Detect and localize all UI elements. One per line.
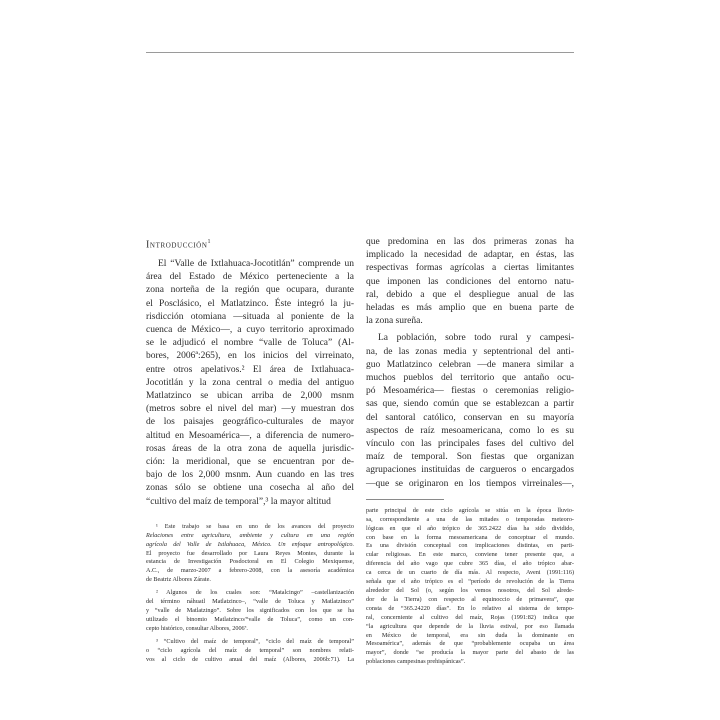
footnotes-left — [146, 523, 354, 665]
footnote-line: ² Algunos de los cuales son: “Matalcingo” –castellanización — [156, 589, 354, 597]
body-line: Jocotitlán y la zona central o media del antiguo — [146, 377, 354, 388]
left-column — [146, 236, 354, 668]
body-line: implicado la necesidad de adaptar, en éstas, las — [366, 250, 574, 261]
body-line: vínculo con las principales fases del cultivo del — [366, 439, 574, 450]
body-line: El “Valle de Ixtlahuaca-Jocotitlán” comprende un — [158, 259, 354, 269]
footnote-3-continued — [366, 507, 574, 667]
intro-paragraph-1 — [146, 258, 354, 509]
footnote-line: parte principal de este ciclo agrícola se sitúa en la época lluvio- — [366, 506, 574, 514]
footnote-line: El proyecto fue desarrollado por Laura Reyes Montes, durante la — [146, 549, 354, 557]
footnote-line: ral, concerniente al cultivo del maíz, Rojas (1991:82) indica que — [366, 613, 574, 621]
footnote-2 — [146, 589, 354, 634]
footnote-line: o “ciclo agrícola del maíz de temporal” son nombres relati- — [146, 646, 354, 654]
footnote-line: Es una división conceptual con implicaciones distintas, en parti- — [366, 542, 574, 550]
footnote-line: lógicas en que el año trópico de 365.2422 días ha sido dividido, — [366, 524, 574, 532]
body-line: maíz de temporal. Son fiestas que organizan — [366, 452, 574, 463]
body-line: rosas áreas de la otra zona de aquella jurisdic- — [146, 443, 354, 454]
body-line: ción: la meridional, que se encuentran por de- — [146, 457, 354, 468]
footnote-line: vos al ciclo de cultivo anual del maíz (Albores, 2006b:71). La — [146, 655, 354, 663]
body-line: bajo de los 2,000 msnm. Aun cuando en las tres — [146, 470, 354, 481]
body-line: se le adjudicó el nombre “valle de Toluca” (Al- — [146, 338, 354, 349]
footnote-line: A.C., de marzo-2007 a febrero-2008, con la asesoría académica — [146, 567, 354, 575]
body-line: cuenca de México—, a cuyo territorio aproximado — [146, 325, 354, 336]
intro-paragraph-2 — [366, 332, 574, 490]
footnote-line: ca cerca de un cuarto de día más. Al respecto, Aveni (1991:116) — [366, 569, 574, 577]
footnote-line: con base en la forma mesoamericana de conceptuar el mundo. — [366, 533, 574, 541]
footnote-3 — [146, 638, 354, 665]
footnote-line: poblaciones campesinas prehispánicas”. — [366, 658, 466, 666]
body-line: muchos pueblos del territorio que antaño ocu- — [366, 373, 574, 384]
footnote-line: Mesoamérica”, además de que “probablemente ocupaba un área — [366, 640, 574, 648]
body-line: bores, 2006ª:265), en los inicios del virreinato, — [146, 351, 354, 362]
footnote-line: “la agricultura que depende de la lluvia estival, por eso llamada — [366, 622, 574, 630]
body-line: que imponen las condiciones del entorno natu- — [366, 276, 574, 287]
footnote-line: diferencia del año vago que cubre 365 días, el año trópico abar- — [366, 560, 574, 568]
body-line: agrupaciones instituidas de cargueros o encargados — [366, 465, 574, 476]
body-line: risdicción otomiana —situada al poniente de la — [146, 311, 354, 322]
right-column — [366, 236, 574, 667]
footnote-rule — [366, 499, 444, 500]
body-line: área del Estado de México perteneciente a la — [146, 272, 354, 283]
footnote-line: utilizado el binomio Matlatzinco/“valle de Toluca”, como un con- — [146, 615, 354, 623]
body-line: pó Mesoamérica— fiestas o ceremonias religio- — [366, 386, 574, 397]
body-line: “cultivo del maíz de temporal”,³ la mayor altitud — [146, 496, 331, 507]
body-line: que predomina en las dos primeras zonas ha — [366, 237, 574, 247]
footnote-line: señala que el año trópico es el “período de revolución de la Tierra — [366, 578, 574, 586]
footnote-line: cepto histórico, consultar Albores, 2006ª. — [146, 624, 248, 632]
footnote-line: cular religiosas. En este marco, conviene tener presente que, a — [366, 551, 574, 559]
footnote-line: ¹ Este trabajo se basa en uno de los avances del proyecto — [156, 522, 354, 530]
header-rule — [146, 52, 574, 53]
body-line: aspectos de raíz mesoamericana, como lo es su — [366, 425, 574, 436]
body-line: sas que, siendo común que se establezcan a partir — [366, 399, 574, 410]
body-line: altitud en Mesoamérica—, a diferencia de numero- — [146, 430, 354, 441]
body-line: zona norteña de la región que ocupara, durante — [146, 285, 354, 296]
body-line: Matlatzinco se ubican arriba de 2,000 msnm — [146, 391, 354, 402]
footnote-line: alrededor del Sol (o, según los vemos nosotros, del Sol alrede- — [366, 587, 574, 595]
body-line: zonas sólo se obtiene una cosecha al año del — [146, 483, 354, 494]
intro-paragraph-1-continued — [366, 236, 574, 328]
body-line: ral, debido a que el despliegue anual de las — [366, 289, 574, 300]
footnote-line: Relaciones entre agricultura, ambiente y cultura en una región — [146, 531, 354, 539]
body-line: na, de las zonas media y septentrional del anti- — [366, 346, 574, 357]
footnote-1 — [146, 523, 354, 585]
body-line: el Posclásico, el Matlatzinco. Éste integró la ju- — [146, 298, 354, 309]
body-line: La población, sobre todo rural y campesi- — [378, 333, 574, 344]
footnote-line: sa, correspondiente a una de las mitades o temporadas meteoro- — [366, 515, 574, 523]
body-line: respectivas formas agrícolas a ciertas limitantes — [366, 263, 574, 274]
footnote-line: y “valle de Matlatzingo”. Sobre los significados con los que se ha — [146, 607, 354, 615]
footnote-line: estancia de Investigación Posdoctoral en El Colegio Mexiquense, — [146, 558, 354, 566]
footnote-line: mayor”, donde “se producía la mayor parte del abasto de las — [366, 649, 574, 657]
footnote-line: ³ “Cultivo del maíz de temporal”, “ciclo del maíz de temporal” — [156, 637, 354, 645]
body-line: (metros sobre el nivel del mar) —y muestran dos — [146, 404, 354, 415]
body-line: entre otros apelativos.² El área de Ixtlahuaca- — [146, 364, 354, 375]
section-heading: Introducción$^1$ — [146, 239, 212, 251]
body-line: de los paisajes geográfico-culturales de mayor — [146, 417, 354, 428]
body-line: la zona sureña. — [366, 316, 423, 327]
footnote-line: dor de la Tierra) con respecto al equinoccio de primavera”, que — [366, 595, 574, 603]
footnote-line: en México de temporal, era sin duda la dominante en — [366, 631, 574, 639]
body-line: heladas es más amplio que en buena parte de — [366, 303, 574, 314]
footnote-line: consta de “365.24220 días”. En lo relativo al sistema de tempo- — [366, 604, 574, 612]
body-line: del santoral católico, conservan en su mayoría — [366, 412, 574, 423]
footnote-line: de Beatriz Albores Zárate. — [146, 576, 211, 584]
body-line: —que se originaron en los tiempos virreinales—, — [366, 478, 574, 489]
body-line: guo Matlatzinco celebran —de manera similar a — [366, 359, 574, 370]
footnote-line: del término náhuatl Matlatzinco–, “valle de Toluca y Matlatzinco” — [146, 598, 354, 606]
footnote-line: agrícola del Valle de Ixtlahuaca, México. Un enfoque antropológico. — [146, 540, 354, 548]
